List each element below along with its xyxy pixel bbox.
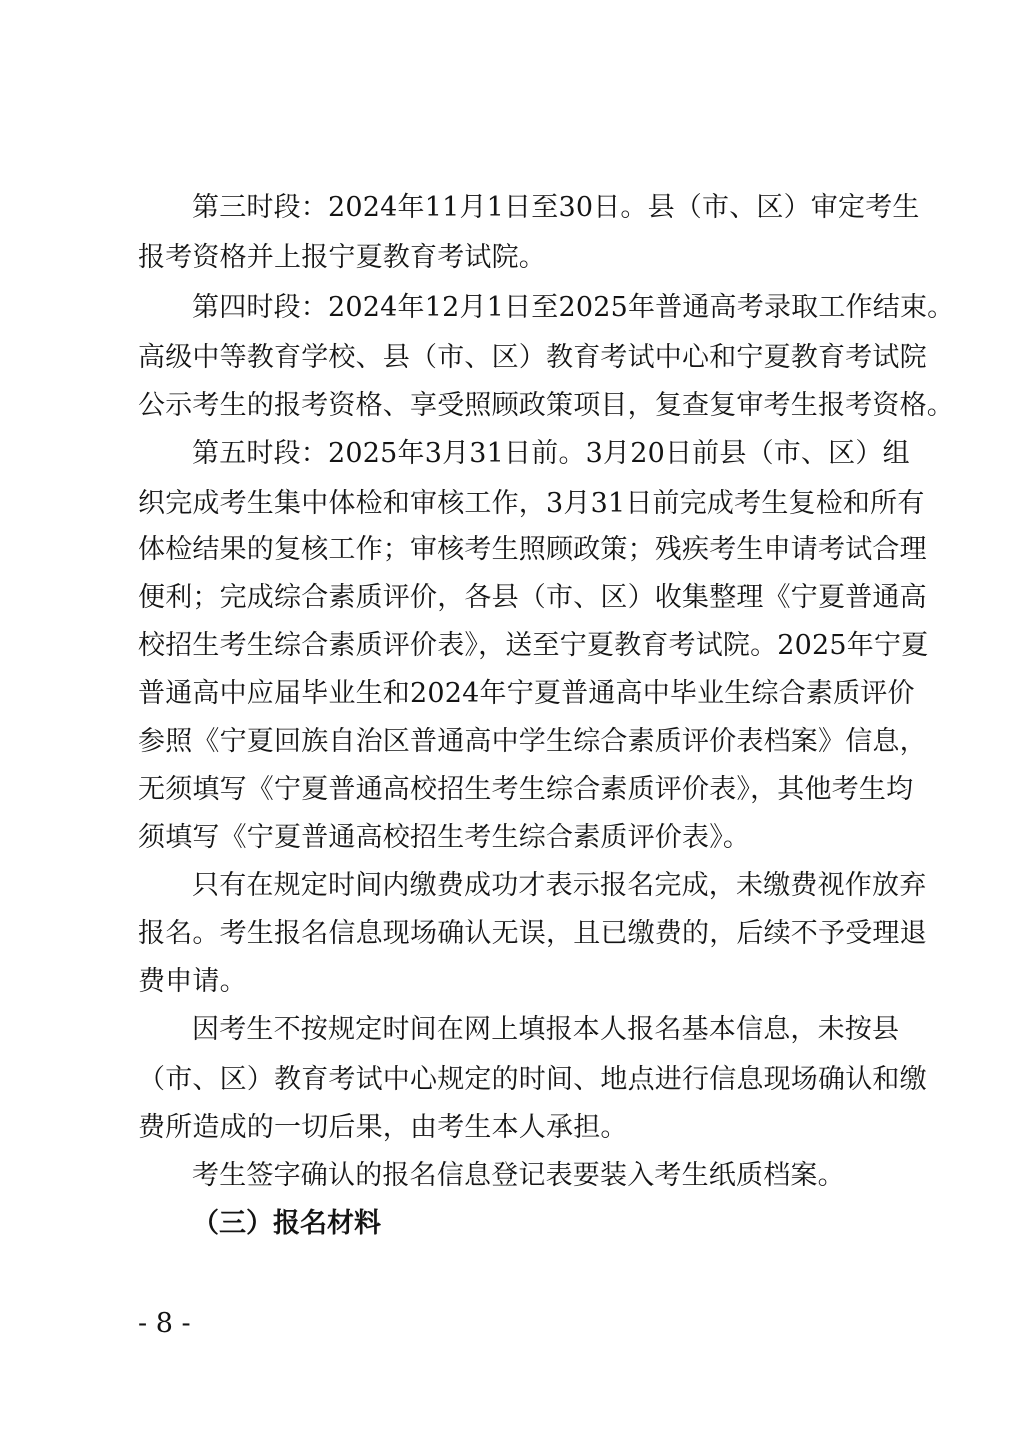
paragraph-line: 第四时段：2024年12月1日至2025年普通高考录取工作结束。: [192, 292, 955, 323]
paragraph-line: 公示考生的报考资格、享受照顾政策项目，复查复审考生报考资格。: [138, 390, 954, 421]
paragraph-line: 参照《宁夏回族自治区普通高中学生综合素质评价表档案》信息，: [138, 726, 927, 757]
section-heading: （三）报名材料: [192, 1208, 381, 1239]
paragraph-line: 报考资格并上报宁夏教育考试院。: [138, 242, 546, 273]
paragraph-line: 只有在规定时间内缴费成功才表示报名完成，未缴费视作放弃: [192, 870, 927, 901]
page-number: - 8 -: [138, 1308, 191, 1339]
paragraph-line: 高级中等教育学校、县（市、区）教育考试中心和宁夏教育考试院: [138, 342, 927, 373]
paragraph-line: 考生签字确认的报名信息登记表要装入考生纸质档案。: [192, 1160, 845, 1191]
paragraph-line: 第五时段：2025年3月31日前。3月20日前县（市、区）组: [192, 438, 910, 469]
paragraph-line: 普通高中应届毕业生和2024年宁夏普通高中毕业生综合素质评价: [138, 678, 915, 709]
paragraph-line: 报名。考生报名信息现场确认无误，且已缴费的，后续不予受理退: [138, 918, 927, 949]
paragraph-line: 织完成考生集中体检和审核工作，3月31日前完成考生复检和所有: [138, 488, 925, 519]
paragraph-line: 费所造成的一切后果，由考生本人承担。: [138, 1112, 628, 1143]
paragraph-line: 无须填写《宁夏普通高校招生考生综合素质评价表》，其他考生均: [138, 774, 914, 805]
paragraph-line: 须填写《宁夏普通高校招生考生综合素质评价表》。: [138, 822, 751, 853]
paragraph-line: （市、区）教育考试中心规定的时间、地点进行信息现场确认和缴: [138, 1064, 927, 1095]
paragraph-line: 因考生不按规定时间在网上填报本人报名基本信息，未按县: [192, 1014, 900, 1045]
paragraph-line: 第三时段：2024年11月1日至30日。县（市、区）审定考生: [192, 192, 920, 223]
paragraph-line: 费申请。: [138, 966, 247, 997]
paragraph-line: 体检结果的复核工作；审核考生照顾政策；残疾考生申请考试合理: [138, 534, 927, 565]
paragraph-line: 校招生考生综合素质评价表》，送至宁夏教育考试院。2025年宁夏: [138, 630, 929, 661]
paragraph-line: 便利；完成综合素质评价，各县（市、区）收集整理《宁夏普通高: [138, 582, 927, 613]
